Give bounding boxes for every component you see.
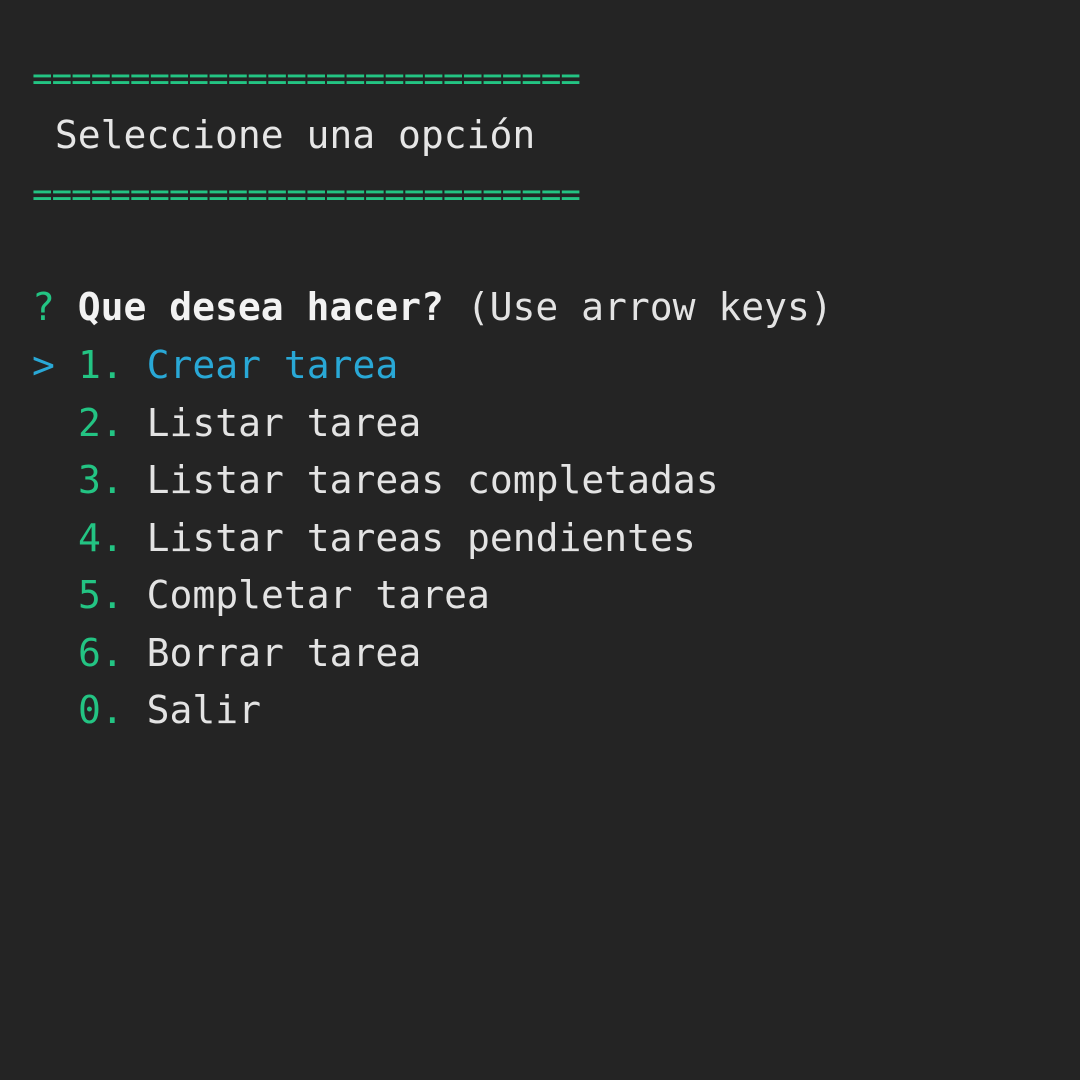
menu-item-number: 4.	[78, 516, 124, 560]
prompt-question-mark: ?	[32, 285, 55, 329]
menu-item-label: Listar tareas pendientes	[146, 516, 696, 560]
header-title: Seleccione una opción	[32, 113, 536, 157]
prompt	[32, 284, 833, 330]
menu-item-label: Borrar tarea	[146, 631, 422, 675]
prompt-hint: (Use arrow keys)	[466, 285, 833, 329]
menu-item-number: 6.	[78, 631, 124, 675]
menu-item-number: 5.	[78, 573, 124, 617]
selection-cursor: >	[32, 343, 55, 387]
menu-item-borrar-tarea[interactable]	[32, 630, 421, 676]
menu-item-label: Completar tarea	[146, 573, 490, 617]
menu-item-label: Listar tarea	[146, 401, 422, 445]
menu-item-crear-tarea[interactable]	[32, 342, 398, 388]
menu-item-label: Salir	[146, 688, 262, 732]
header-rule-top: ============================	[32, 59, 580, 99]
menu-item-label: Crear tarea	[146, 343, 399, 387]
menu-item-listar-tareas-completadas[interactable]	[32, 457, 719, 503]
menu-item-listar-tarea[interactable]	[32, 400, 421, 446]
menu-item-number: 2.	[78, 401, 124, 445]
menu-item-salir[interactable]	[32, 687, 261, 733]
menu-item-completar-tarea[interactable]	[32, 572, 490, 618]
menu-item-listar-tareas-pendientes[interactable]	[32, 515, 696, 561]
menu-item-label: Listar tareas completadas	[146, 458, 719, 502]
header-rule-bottom: ============================	[32, 175, 580, 215]
menu-item-number: 3.	[78, 458, 124, 502]
menu-item-number: 0.	[78, 688, 124, 732]
prompt-question: Que desea hacer?	[77, 285, 444, 329]
menu-item-number: 1.	[78, 343, 124, 387]
